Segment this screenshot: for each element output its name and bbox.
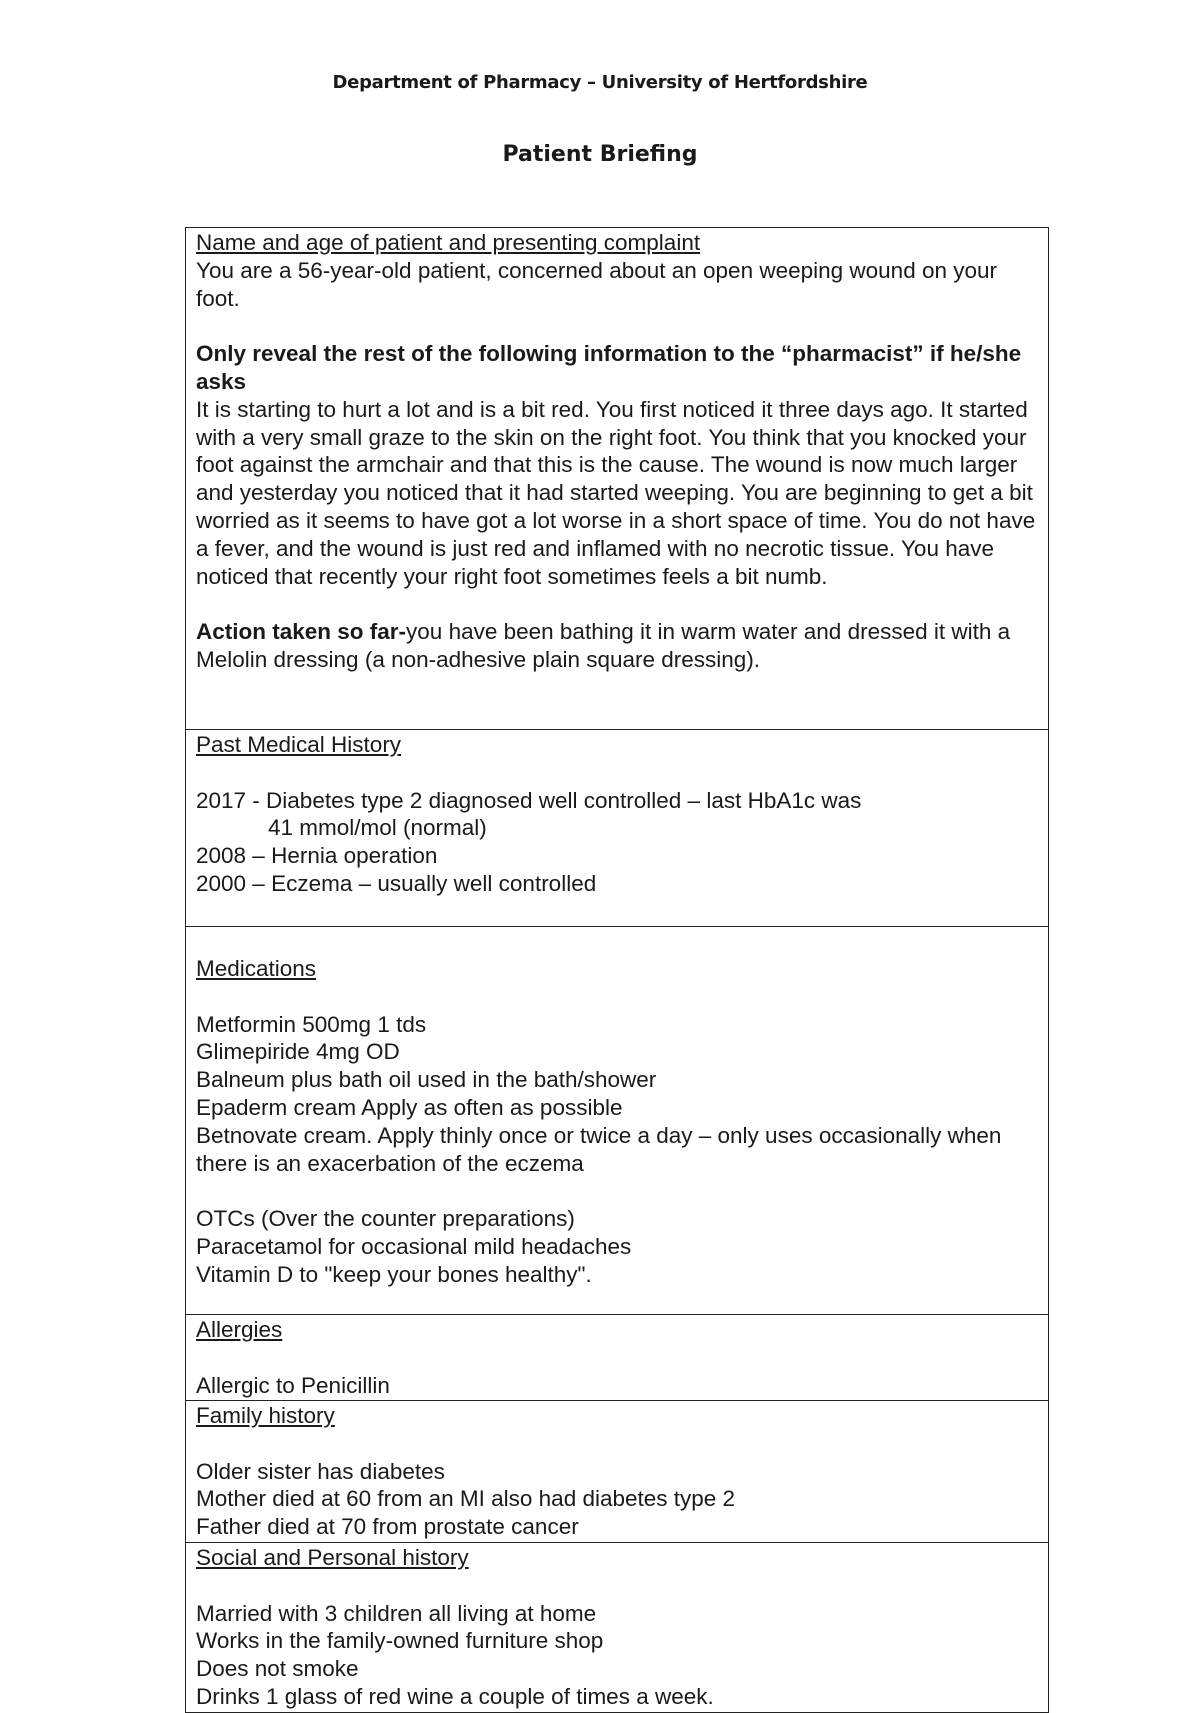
allergies-cell <box>186 1315 1049 1401</box>
pmh-item: 2000 – Eczema – usually well controlled <box>196 870 597 896</box>
family-history-item: Father died at 70 from prostate cancer <box>196 1514 579 1540</box>
presenting-complaint-heading: Name and age of patient and presenting complaint <box>196 230 701 255</box>
social-history-item: Married with 3 children all living at home <box>196 1600 597 1626</box>
family-history-item: Mother died at 60 from an MI also had diabetes type 2 <box>196 1486 736 1512</box>
section-family-history <box>186 1401 1049 1543</box>
social-history-item: Works in the family-owned furniture shop <box>196 1628 604 1654</box>
spacer <box>196 1344 1038 1372</box>
otc-item: Vitamin D to "keep your bones healthy". <box>196 1261 592 1287</box>
action-taken <box>196 618 1038 674</box>
spacer <box>196 312 1038 340</box>
action-taken-label: Action taken so far- <box>196 619 407 645</box>
spacer <box>196 590 1038 618</box>
section-past-medical-history <box>186 730 1049 927</box>
section-allergies <box>186 1315 1049 1401</box>
section-medications <box>186 927 1049 1315</box>
otc-heading: OTCs (Over the counter preparations) <box>196 1206 575 1232</box>
reveal-note: Only reveal the rest of the following information to the “pharmacist” if he/she asks <box>196 341 1022 394</box>
social-history-heading: Social and Personal history <box>196 1545 469 1570</box>
spacer <box>196 1572 1038 1600</box>
briefing-table <box>185 227 1049 1713</box>
medication-item: Metformin 500mg 1 tds <box>196 1011 427 1037</box>
page-title: Patient Briefing <box>502 142 698 167</box>
spacer <box>196 759 1038 787</box>
medication-item: Balneum plus bath oil used in the bath/shower <box>196 1067 657 1093</box>
medication-item: Epaderm cream Apply as often as possible <box>196 1094 623 1120</box>
pmh-item: 2008 – Hernia operation <box>196 843 438 869</box>
presenting-complaint-intro: You are a 56-year-old patient, concerned about an open weeping wound on your foot. <box>196 257 998 311</box>
section-social-history <box>186 1543 1049 1713</box>
family-history-heading: Family history <box>196 1403 335 1428</box>
medications-cell <box>186 927 1049 1315</box>
spacer <box>196 1430 1038 1458</box>
social-history-item: Drinks 1 glass of red wine a couple of times a week. <box>196 1683 714 1709</box>
allergies-text: Allergic to Penicillin <box>196 1372 390 1398</box>
past-medical-history-heading: Past Medical History <box>196 732 402 757</box>
medication-item: Glimepiride 4mg OD <box>196 1039 400 1065</box>
pmh-item: 2017 - Diabetes type 2 diagnosed well controlled – last HbA1c was <box>196 787 862 813</box>
otc-item: Paracetamol for occasional mild headaches <box>196 1233 632 1259</box>
family-history-item: Older sister has diabetes <box>196 1458 445 1484</box>
spacer <box>196 1177 1038 1205</box>
family-history-cell <box>186 1401 1049 1543</box>
presenting-complaint-details: It is starting to hurt a lot and is a bit red. You first noticed it three days ago. It started with a very small graze to the skin on the right foot. You think that you knocked your foot against the armchair and that this is the cause. The wound is now much larger and yesterday you noticed that it had started weeping. You are beginning to get a bit worried as it seems to have got a lot worse in a short space of time. You do not have a fever, and the wound is just red and inflamed with no necrotic tissue. You have noticed that recently your right foot sometimes feels a bit numb. <box>196 396 1036 589</box>
medication-item: Betnovate cream. Apply thinly once or twice a day – only uses occasionally when there is an exacerbation of the eczema <box>196 1122 1002 1176</box>
social-history-item: Does not smoke <box>196 1656 359 1682</box>
social-history-cell <box>186 1543 1049 1713</box>
department-header: Department of Pharmacy – University of Hertfordshire <box>332 72 868 93</box>
action-taken-text: you have been bathing it in warm water and dressed it with a Melolin dressing (a non-adhesive plain square dressing). <box>196 619 1011 672</box>
spacer <box>196 983 1038 1011</box>
medications-heading: Medications <box>196 956 317 981</box>
pmh-item-continuation: 41 mmol/mol (normal) <box>268 815 487 841</box>
past-medical-history-cell <box>186 730 1049 927</box>
section-presenting-complaint <box>186 228 1049 730</box>
allergies-heading: Allergies <box>196 1317 283 1342</box>
presenting-complaint-cell <box>186 228 1049 730</box>
